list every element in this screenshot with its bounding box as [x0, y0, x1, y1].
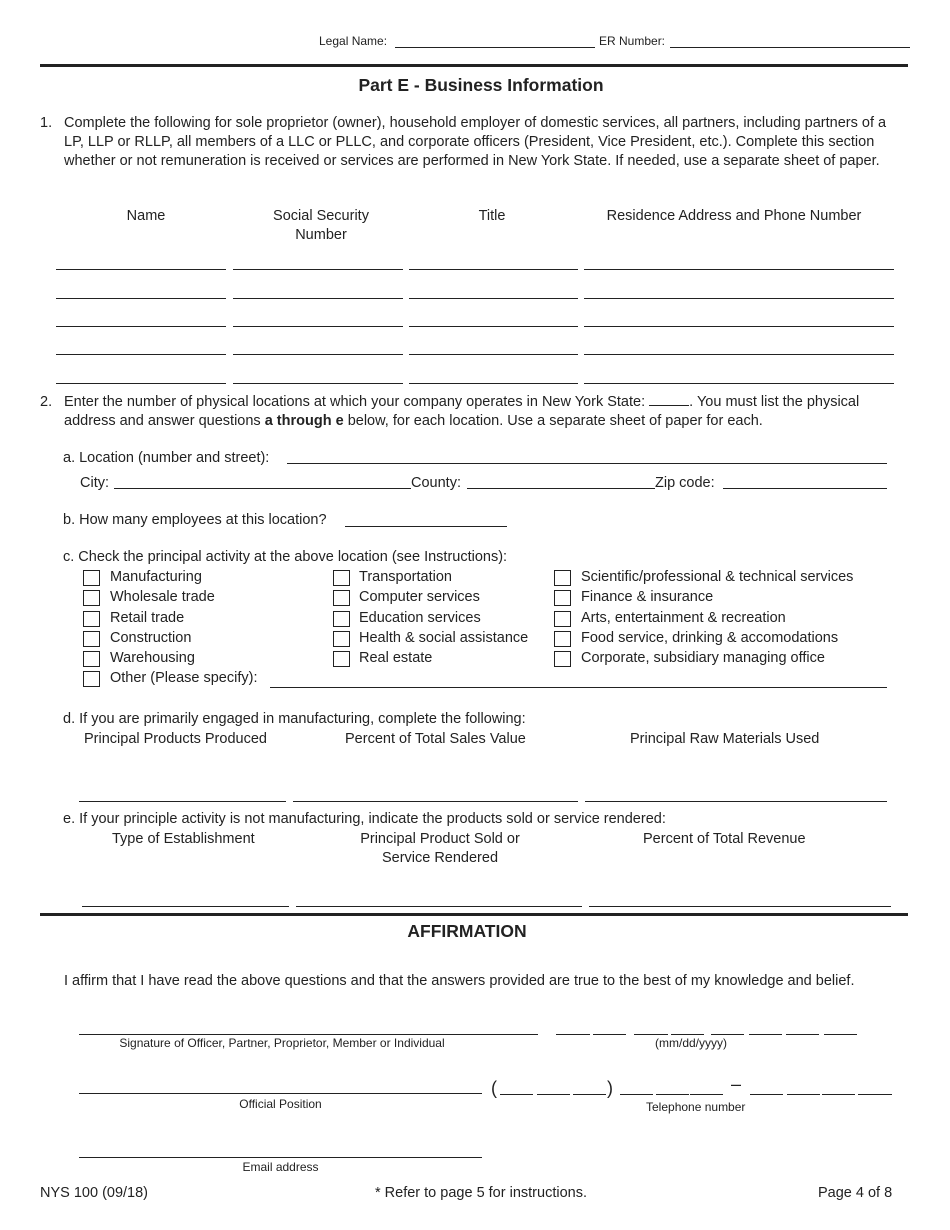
q2-number: 2. — [40, 394, 53, 410]
phone-digit[interactable] — [656, 1094, 689, 1095]
affirmation-title: AFFIRMATION — [407, 921, 527, 941]
education-services-checkbox[interactable] — [333, 611, 350, 627]
food-service-checkbox[interactable] — [554, 631, 571, 647]
raw-materials-field[interactable] — [585, 801, 887, 802]
non-manufacturing-label: e. If your principle activity is not manufacturing, indicate the products sold or service rendered: — [63, 811, 666, 827]
activity-arts-label: Arts, entertainment & recreation — [581, 610, 786, 626]
q1-address-field[interactable] — [584, 383, 894, 384]
activity-food-label: Food service, drinking & accomodations — [581, 630, 839, 646]
activity-scientific-label: Scientific/professional & technical services — [581, 569, 854, 585]
location-street-label: a. Location (number and street): — [63, 450, 270, 466]
phone-open-paren: ( — [491, 1078, 497, 1098]
date-digit[interactable] — [593, 1034, 626, 1035]
legal-name-label: Legal Name: — [319, 34, 388, 48]
other-specify-field[interactable] — [270, 687, 887, 688]
q1-title-field[interactable] — [409, 326, 578, 327]
phone-digit[interactable] — [750, 1094, 783, 1095]
q1-title-field[interactable] — [409, 383, 578, 384]
computer-services-checkbox[interactable] — [333, 590, 350, 606]
phone-digit[interactable] — [500, 1094, 533, 1095]
d-col-materials: Principal Raw Materials Used — [630, 731, 820, 747]
q2-text — [64, 393, 899, 431]
percent-sales-field[interactable] — [293, 801, 578, 802]
phone-digit[interactable] — [858, 1094, 892, 1095]
county-label: County: — [411, 475, 461, 491]
q1-address-field[interactable] — [584, 298, 894, 299]
q1-ssn-field[interactable] — [233, 354, 403, 355]
phone-dash: – — [731, 1074, 742, 1094]
position-caption: Official Position — [239, 1097, 322, 1111]
wholesale-trade-checkbox[interactable] — [83, 590, 100, 606]
affirmation-divider — [40, 913, 908, 916]
q1-col-title: Title — [478, 208, 506, 224]
phone-digit[interactable] — [822, 1094, 855, 1095]
q1-col-ssn: Social Security Number — [273, 208, 369, 243]
phone-digit[interactable] — [787, 1094, 820, 1095]
date-digit[interactable] — [634, 1034, 668, 1035]
q1-col-name: Name — [126, 208, 166, 224]
construction-checkbox[interactable] — [83, 631, 100, 647]
footer-note: * Refer to page 5 for instructions. — [375, 1185, 587, 1201]
phone-digit[interactable] — [690, 1094, 723, 1095]
date-digit[interactable] — [749, 1034, 782, 1035]
activity-education-label: Education services — [359, 610, 481, 626]
phone-digit[interactable] — [573, 1094, 606, 1095]
er-number-label: ER Number: — [599, 34, 666, 48]
health-social-checkbox[interactable] — [333, 631, 350, 647]
other-checkbox[interactable] — [83, 671, 100, 687]
activity-finance-label: Finance & insurance — [581, 589, 714, 605]
phone-close-paren: ) — [607, 1078, 613, 1098]
q1-address-field[interactable] — [584, 269, 894, 270]
q1-title-field[interactable] — [409, 269, 578, 270]
activity-realestate-label: Real estate — [359, 650, 433, 666]
legal-name-field[interactable] — [395, 47, 595, 48]
locations-count-field[interactable] — [649, 393, 689, 406]
q1-title-field[interactable] — [409, 298, 578, 299]
q1-name-field[interactable] — [56, 383, 226, 384]
q1-name-field[interactable] — [56, 298, 226, 299]
activity-transportation-label: Transportation — [359, 569, 452, 585]
finance-checkbox[interactable] — [554, 590, 571, 606]
q1-address-field[interactable] — [584, 326, 894, 327]
q2-text-before: Enter the number of physical locations at which your company operates in New York State: — [64, 394, 646, 410]
q2-text-middle: . You must list the physical address and answer questions — [64, 394, 860, 429]
q1-number: 1. — [40, 115, 53, 131]
date-digit[interactable] — [824, 1034, 857, 1035]
date-digit[interactable] — [556, 1034, 590, 1035]
activity-computer-label: Computer services — [359, 589, 480, 605]
location-street-field[interactable] — [287, 463, 887, 464]
email-field[interactable] — [79, 1157, 482, 1158]
official-position-field[interactable] — [79, 1093, 482, 1094]
scientific-checkbox[interactable] — [554, 570, 571, 586]
q1-title-field[interactable] — [409, 354, 578, 355]
q1-name-field[interactable] — [56, 354, 226, 355]
e-col-establishment: Type of Establishment — [112, 831, 255, 847]
percent-revenue-field[interactable] — [589, 906, 891, 907]
q1-text: Complete the following for sole proprietor (owner), household employer of domestic services, all partners, including partners of a LP, LLP or RLLP, all members of a LLC or PLLC, and corporate officers (President, Vice President, etc.). Complete this section whether or not remuneration is received or services are performed in New York State. If needed, use a separate sheet of paper. — [64, 115, 887, 169]
affirmation-text: I affirm that I have read the above questions and that the answers provided are true to the best of my knowledge and belief. — [64, 973, 855, 989]
date-caption: (mm/dd/yyyy) — [655, 1036, 727, 1050]
date-digit[interactable] — [671, 1034, 704, 1035]
city-label: City: — [80, 475, 109, 491]
e-col-product: Principal Product Sold or Service Rendered — [360, 831, 520, 866]
employees-field[interactable] — [345, 526, 507, 527]
county-field[interactable] — [467, 488, 655, 489]
product-sold-field[interactable] — [296, 906, 582, 907]
retail-trade-checkbox[interactable] — [83, 611, 100, 627]
q2-text-after: below, for each location. Use a separate sheet of paper for each. — [347, 413, 763, 429]
activity-warehousing-label: Warehousing — [110, 650, 195, 666]
email-caption: Email address — [242, 1160, 319, 1174]
e-col-revenue: Percent of Total Revenue — [643, 831, 806, 847]
activity-retail-label: Retail trade — [110, 610, 185, 626]
q1-ssn-field[interactable] — [233, 298, 403, 299]
activity-health-label: Health & social assistance — [359, 630, 529, 646]
manufacturing-checkbox[interactable] — [83, 570, 100, 586]
page-number: Page 4 of 8 — [818, 1185, 893, 1201]
q1-ssn-field[interactable] — [233, 269, 403, 270]
signature-field[interactable] — [79, 1034, 538, 1035]
er-number-field[interactable] — [670, 47, 910, 48]
employees-label: b. How many employees at this location? — [63, 512, 327, 528]
phone-digit[interactable] — [620, 1094, 653, 1095]
part-e-title: Part E - Business Information — [358, 75, 604, 95]
activity-corporate-label: Corporate, subsidiary managing office — [581, 650, 825, 666]
header-divider — [40, 64, 908, 67]
phone-caption: Telephone number — [646, 1100, 746, 1114]
date-digit[interactable] — [711, 1034, 744, 1035]
transportation-checkbox[interactable] — [333, 570, 350, 586]
establishment-type-field[interactable] — [82, 906, 289, 907]
date-digit[interactable] — [786, 1034, 819, 1035]
d-col-products: Principal Products Produced — [84, 731, 267, 747]
products-produced-field[interactable] — [79, 801, 286, 802]
activity-label: c. Check the principal activity at the above location (see Instructions): — [63, 549, 508, 565]
activity-manufacturing-label: Manufacturing — [110, 569, 202, 585]
other-label: Other (Please specify): — [110, 670, 258, 686]
q1-address-field[interactable] — [584, 354, 894, 355]
q1-ssn-field[interactable] — [233, 326, 403, 327]
activity-construction-label: Construction — [110, 630, 192, 646]
zip-label: Zip code: — [655, 475, 715, 491]
q2-text-bold: a through e — [264, 413, 344, 429]
phone-digit[interactable] — [537, 1094, 570, 1095]
zip-field[interactable] — [723, 488, 887, 489]
q1-ssn-field[interactable] — [233, 383, 403, 384]
manufacturing-detail-label: d. If you are primarily engaged in manufacturing, complete the following: — [63, 711, 526, 727]
signature-caption: Signature of Officer, Partner, Proprietor, Member or Individual — [119, 1036, 445, 1050]
activity-wholesale-label: Wholesale trade — [110, 589, 215, 605]
real-estate-checkbox[interactable] — [333, 651, 350, 667]
arts-checkbox[interactable] — [554, 611, 571, 627]
q1-name-field[interactable] — [56, 269, 226, 270]
form-id: NYS 100 (09/18) — [40, 1185, 149, 1201]
q1-col-address: Residence Address and Phone Number — [606, 208, 862, 224]
q1-name-field[interactable] — [56, 326, 226, 327]
city-field[interactable] — [114, 488, 411, 489]
corporate-checkbox[interactable] — [554, 651, 571, 667]
warehousing-checkbox[interactable] — [83, 651, 100, 667]
d-col-percent: Percent of Total Sales Value — [345, 731, 526, 747]
